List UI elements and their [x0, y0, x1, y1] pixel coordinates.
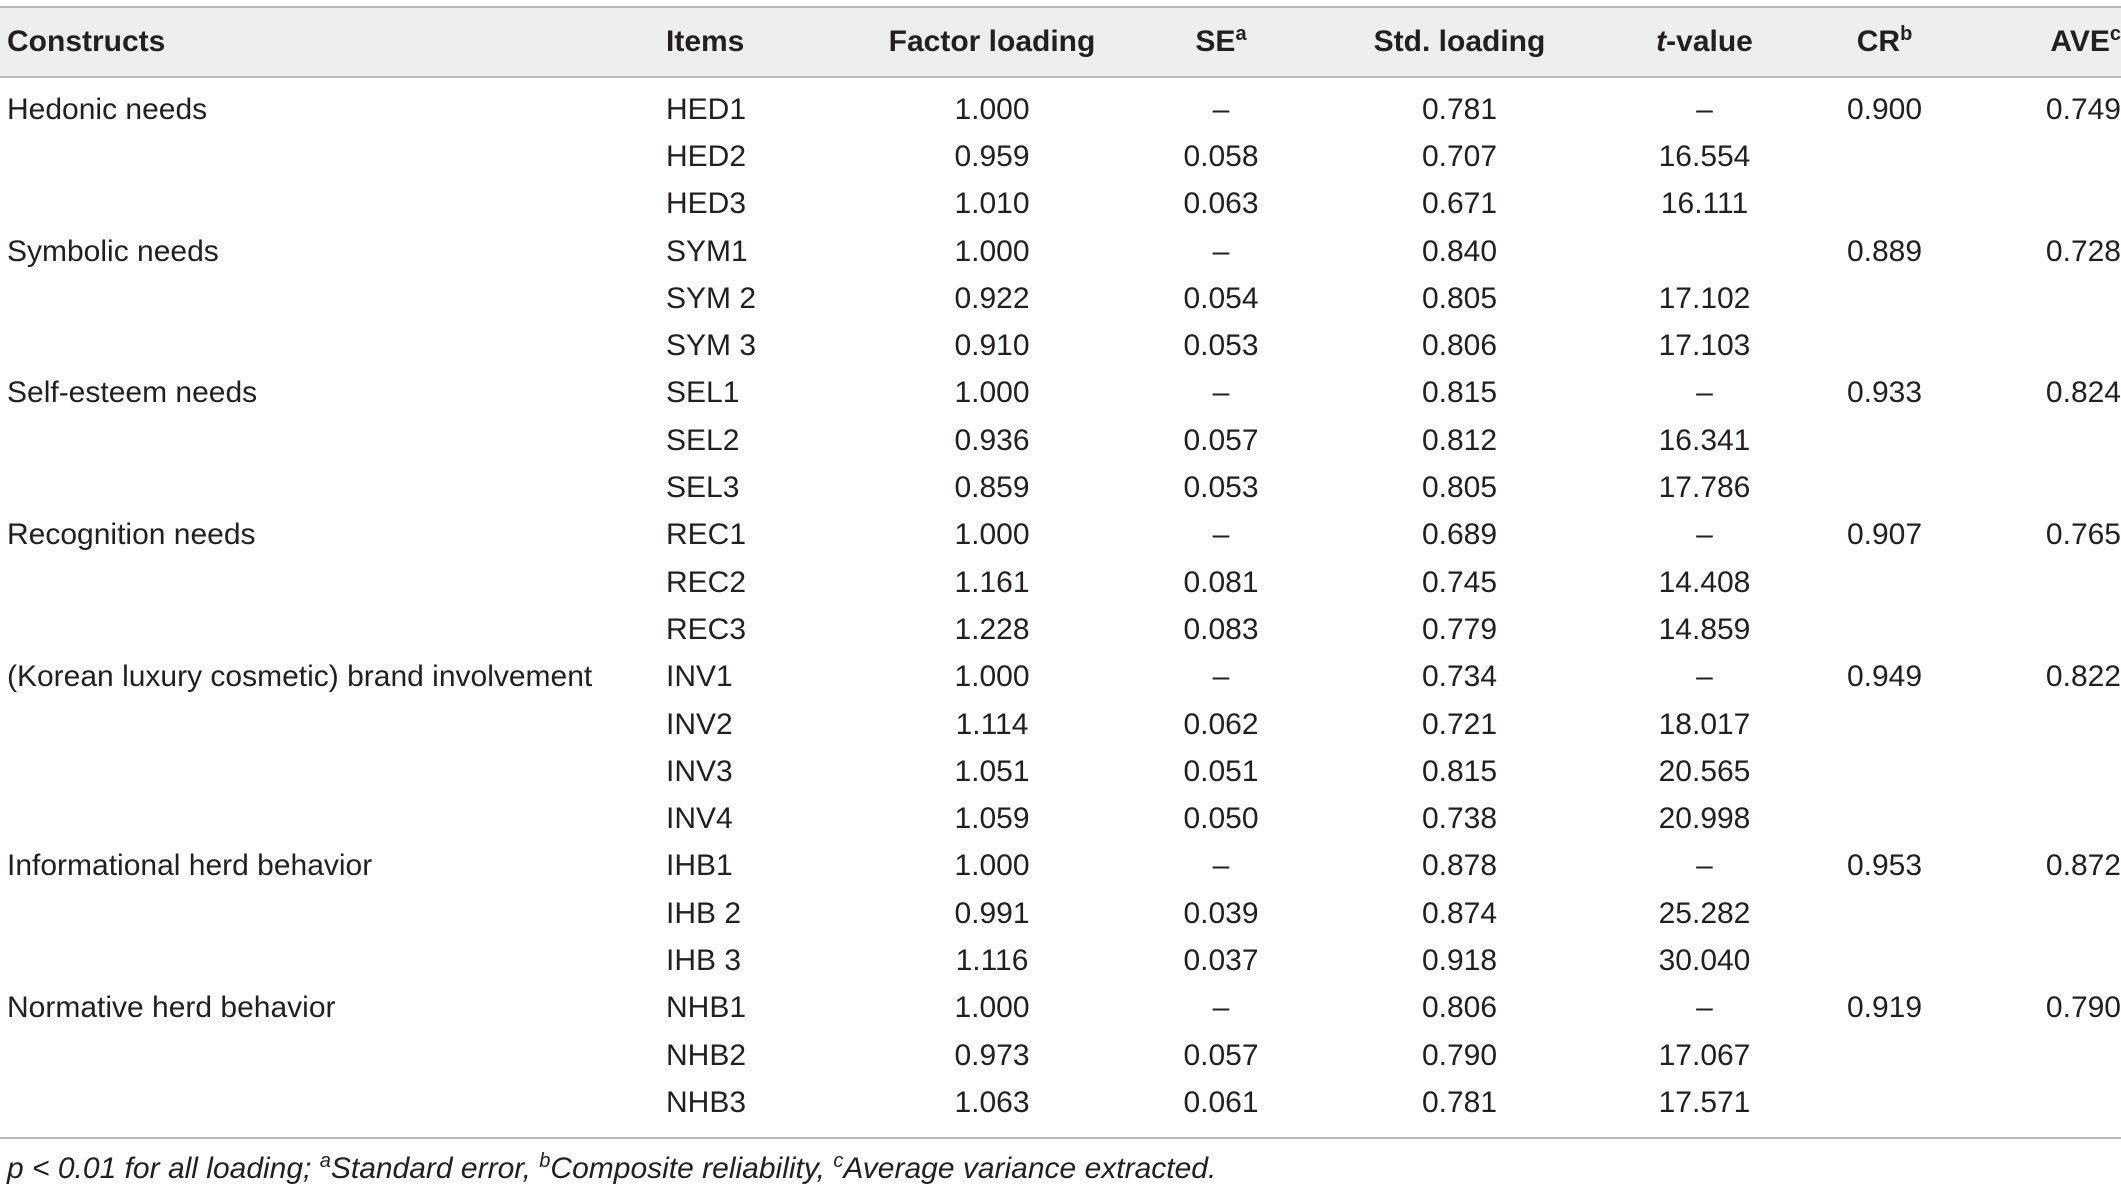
cell-cr: [1794, 464, 1975, 511]
table-row: [0, 322, 2121, 369]
cell-cr: [1794, 1079, 1975, 1137]
cell-t-value: –: [1696, 518, 1713, 552]
cell-cr: [1794, 890, 1975, 937]
cell-factor-loading: 0.859: [954, 471, 1030, 505]
cell-construct: Self-esteem needs: [7, 376, 258, 410]
cell-construct: [0, 748, 666, 795]
table-row: [0, 512, 2121, 559]
cell-ave: [1975, 417, 2121, 464]
cell-se: 0.050: [1183, 802, 1259, 836]
cell-cr: [1794, 701, 1975, 748]
cell-item: IHB 2: [666, 896, 742, 930]
header-ave: AVE$^c$: [2050, 23, 2121, 58]
cell-item: NHB3: [666, 1085, 747, 1119]
cell-std-loading: 0.805: [1421, 281, 1498, 315]
se-superscript: a: [1235, 23, 1247, 45]
cell-std-loading: 0.781: [1421, 92, 1498, 126]
cell-std-loading: 0.874: [1421, 896, 1498, 930]
cell-t-value: 16.554: [1658, 139, 1751, 173]
header-factor-loading: Factor loading: [888, 25, 1096, 58]
cell-factor-loading: 1.063: [954, 1085, 1030, 1119]
cell-construct: [0, 890, 666, 937]
cell-cr: [1794, 559, 1975, 606]
cell-t-value: 20.998: [1658, 802, 1751, 836]
cell-ave: [1975, 322, 2121, 369]
cell-construct: [0, 1032, 666, 1079]
cell-item: HED3: [666, 187, 747, 221]
cell-se: –: [1212, 376, 1230, 410]
cell-factor-loading: 1.000: [954, 849, 1030, 883]
table-row: [0, 890, 2121, 937]
ave-superscript: c: [2109, 23, 2121, 45]
cell-std-loading: 0.878: [1421, 849, 1498, 883]
cell-ave: [1975, 937, 2121, 984]
cell-se: 0.058: [1183, 139, 1259, 173]
cell-se: 0.061: [1183, 1085, 1259, 1119]
cell-std-loading: 0.840: [1421, 234, 1498, 268]
cell-ave: [1975, 606, 2121, 653]
cell-ave: [1975, 133, 2121, 180]
table-row: [0, 701, 2121, 748]
cell-t-value: 18.017: [1658, 707, 1751, 741]
cell-se: –: [1212, 92, 1230, 126]
cell-se: 0.054: [1183, 281, 1259, 315]
cell-ave: [1975, 1032, 2121, 1079]
cell-cr: 0.900: [1846, 92, 1923, 126]
cell-construct: [0, 1079, 666, 1137]
cell-factor-loading: 1.000: [954, 660, 1030, 694]
cell-construct: [0, 606, 666, 653]
cell-t-value: –: [1696, 376, 1713, 410]
cell-item: SEL2: [666, 423, 740, 457]
cell-t-value: [1615, 228, 1794, 275]
cell-ave: 0.749: [2045, 92, 2121, 126]
cell-factor-loading: 1.059: [954, 802, 1030, 836]
cell-std-loading: 0.738: [1421, 802, 1498, 836]
header-t-value: t-value: [1656, 25, 1753, 58]
cell-factor-loading: 1.000: [954, 234, 1030, 268]
cell-construct: Normative herd behavior: [7, 991, 336, 1025]
cell-factor-loading: 0.936: [954, 423, 1030, 457]
table-footnote: p < 0.01 for all loading; $^a$Standard error, $^b$Composite reliability, $^c$Average variance extracted.: [7, 1150, 1217, 1185]
table-row: [0, 985, 2121, 1032]
cell-construct: [0, 559, 666, 606]
cell-factor-loading: 1.228: [954, 612, 1030, 646]
cell-t-value: 30.040: [1658, 943, 1751, 977]
cell-construct: Recognition needs: [7, 518, 256, 552]
cell-t-value: 20.565: [1658, 754, 1751, 788]
cell-std-loading: 0.815: [1421, 754, 1498, 788]
cell-item: SYM 2: [666, 281, 757, 315]
table-row: [0, 417, 2121, 464]
cell-factor-loading: 1.000: [954, 92, 1030, 126]
cell-t-value: –: [1696, 92, 1713, 126]
cell-cr: [1794, 606, 1975, 653]
header-std-loading: Std. loading: [1373, 25, 1546, 58]
cell-item: INV1: [666, 660, 733, 694]
cell-t-value: 17.067: [1658, 1038, 1751, 1072]
table-body: [0, 77, 2121, 1138]
table-row: [0, 181, 2121, 228]
cell-cr: [1794, 322, 1975, 369]
cell-factor-loading: 1.010: [954, 187, 1030, 221]
table-row: [0, 795, 2121, 842]
cell-t-value: 14.408: [1658, 565, 1751, 599]
cell-std-loading: 0.707: [1421, 139, 1498, 173]
header-constructs: Constructs: [7, 25, 166, 58]
cell-cr: [1794, 795, 1975, 842]
table-header: [0, 7, 2121, 77]
cell-construct: [0, 937, 666, 984]
table-row: [0, 228, 2121, 275]
cell-se: –: [1212, 518, 1230, 552]
table-row: [0, 559, 2121, 606]
cell-ave: [1975, 890, 2121, 937]
cell-std-loading: 0.745: [1421, 565, 1498, 599]
cell-se: 0.051: [1183, 754, 1259, 788]
cell-item: SEL1: [666, 376, 740, 410]
table-row: [0, 843, 2121, 890]
cell-factor-loading: 1.161: [954, 565, 1030, 599]
cell-construct: [0, 181, 666, 228]
cell-ave: 0.728: [2045, 234, 2121, 268]
cell-item: SEL3: [666, 471, 740, 505]
cell-factor-loading: 1.116: [955, 943, 1029, 977]
cell-ave: [1975, 748, 2121, 795]
cell-cr: 0.953: [1846, 849, 1923, 883]
cell-se: –: [1212, 234, 1230, 268]
cell-t-value: –: [1696, 991, 1713, 1025]
cell-cr: 0.919: [1846, 991, 1923, 1025]
cfa-results-table: [0, 6, 2121, 1139]
cell-item: IHB 3: [666, 943, 742, 977]
cell-factor-loading: 1.000: [954, 991, 1030, 1025]
cell-t-value: 16.341: [1658, 423, 1751, 457]
cell-t-value: –: [1696, 660, 1713, 694]
cell-construct: Informational herd behavior: [7, 849, 373, 883]
cell-factor-loading: 1.000: [954, 518, 1030, 552]
table-row: [0, 654, 2121, 701]
header-items: Items: [666, 25, 745, 58]
cell-cr: [1794, 748, 1975, 795]
cell-cr: [1794, 181, 1975, 228]
cell-t-value: 17.103: [1658, 329, 1751, 363]
cell-ave: [1975, 795, 2121, 842]
cell-item: SYM1: [666, 234, 748, 268]
cell-se: –: [1212, 991, 1230, 1025]
cell-construct: [0, 133, 666, 180]
cell-item: SYM 3: [666, 329, 757, 363]
cell-cr: [1794, 133, 1975, 180]
cell-construct: [0, 417, 666, 464]
cell-factor-loading: 1.000: [954, 376, 1030, 410]
cell-cr: 0.949: [1846, 660, 1923, 694]
cell-se: 0.081: [1183, 565, 1259, 599]
cell-ave: [1975, 464, 2121, 511]
cell-construct: [0, 322, 666, 369]
cell-se: 0.053: [1183, 329, 1259, 363]
cell-se: –: [1212, 849, 1230, 883]
header-row: [0, 7, 2121, 77]
cell-t-value: –: [1696, 849, 1713, 883]
cell-item: IHB1: [666, 849, 733, 883]
cell-factor-loading: 1.114: [955, 707, 1029, 741]
cell-cr: [1794, 275, 1975, 322]
cell-std-loading: 0.734: [1421, 660, 1498, 694]
cell-ave: [1975, 181, 2121, 228]
cell-std-loading: 0.790: [1421, 1038, 1498, 1072]
table-row: [0, 133, 2121, 180]
cell-t-value: 25.282: [1658, 896, 1751, 930]
cell-ave: [1975, 275, 2121, 322]
cell-ave: 0.822: [2045, 660, 2121, 694]
cr-superscript: b: [1900, 23, 1913, 45]
cell-factor-loading: 0.973: [954, 1038, 1030, 1072]
cell-ave: [1975, 559, 2121, 606]
table-row: [0, 1079, 2121, 1137]
table-row: [0, 77, 2121, 133]
cell-cr: 0.933: [1846, 376, 1923, 410]
cell-ave: [1975, 701, 2121, 748]
cell-ave: [1975, 1079, 2121, 1137]
cell-t-value: 17.571: [1658, 1085, 1751, 1119]
cell-std-loading: 0.781: [1421, 1085, 1498, 1119]
cell-std-loading: 0.806: [1421, 329, 1498, 363]
cell-item: REC3: [666, 612, 747, 646]
cell-item: INV3: [666, 754, 733, 788]
cell-construct: Hedonic needs: [7, 92, 208, 126]
cell-se: 0.037: [1183, 943, 1259, 977]
cell-factor-loading: 0.922: [954, 281, 1030, 315]
header-se: $SE^a$: [1195, 23, 1247, 58]
cell-factor-loading: 0.959: [954, 139, 1030, 173]
cell-se: 0.083: [1183, 612, 1259, 646]
cell-ave: 0.824: [2045, 376, 2121, 410]
cell-ave: 0.790: [2045, 991, 2121, 1025]
cell-construct: Symbolic needs: [7, 234, 219, 268]
cell-construct: [0, 795, 666, 842]
table-row: [0, 464, 2121, 511]
cell-std-loading: 0.806: [1421, 991, 1498, 1025]
cell-std-loading: 0.689: [1421, 518, 1498, 552]
cell-se: 0.062: [1183, 707, 1259, 741]
cell-construct: [0, 464, 666, 511]
cell-construct: (Korean luxury cosmetic) brand involvement: [7, 660, 593, 694]
cell-ave: 0.765: [2045, 518, 2121, 552]
cell-std-loading: 0.805: [1421, 471, 1498, 505]
cell-t-value: 14.859: [1658, 612, 1751, 646]
cell-item: HED1: [666, 92, 747, 126]
cell-t-value: 17.786: [1658, 471, 1751, 505]
cell-t-value: 17.102: [1658, 281, 1751, 315]
table-row: [0, 606, 2121, 653]
cell-std-loading: 0.815: [1421, 376, 1498, 410]
cell-item: INV4: [666, 802, 733, 836]
cell-cr: [1794, 937, 1975, 984]
cell-se: 0.039: [1183, 896, 1259, 930]
cell-item: REC2: [666, 565, 747, 599]
cell-factor-loading: 0.991: [954, 896, 1030, 930]
cell-se: –: [1212, 660, 1230, 694]
cell-item: HED2: [666, 139, 747, 173]
cell-std-loading: 0.812: [1421, 423, 1498, 457]
cell-cr: [1794, 417, 1975, 464]
cell-std-loading: 0.671: [1421, 187, 1498, 221]
cell-t-value: 16.111: [1660, 187, 1749, 221]
cell-factor-loading: 0.910: [954, 329, 1030, 363]
table-row: [0, 748, 2121, 795]
cell-cr: [1794, 1032, 1975, 1079]
cell-cr: 0.907: [1846, 518, 1923, 552]
table-row: [0, 275, 2121, 322]
table-row: [0, 937, 2121, 984]
cell-se: 0.063: [1183, 187, 1259, 221]
cell-factor-loading: 1.051: [954, 754, 1030, 788]
cell-std-loading: 0.721: [1421, 707, 1498, 741]
header-cr: $CR^b$: [1856, 23, 1913, 58]
cell-se: 0.057: [1183, 1038, 1259, 1072]
cell-se: 0.053: [1183, 471, 1259, 505]
cell-ave: 0.872: [2045, 849, 2121, 883]
cell-construct: [0, 701, 666, 748]
cell-item: NHB2: [666, 1038, 747, 1072]
table-row: [0, 370, 2121, 417]
cell-cr: 0.889: [1846, 234, 1923, 268]
cell-construct: [0, 275, 666, 322]
cell-std-loading: 0.918: [1421, 943, 1498, 977]
cell-std-loading: 0.779: [1421, 612, 1498, 646]
table-row: [0, 1032, 2121, 1079]
cell-item: REC1: [666, 518, 747, 552]
cell-item: NHB1: [666, 991, 747, 1025]
cell-item: INV2: [666, 707, 733, 741]
cell-se: 0.057: [1183, 423, 1259, 457]
